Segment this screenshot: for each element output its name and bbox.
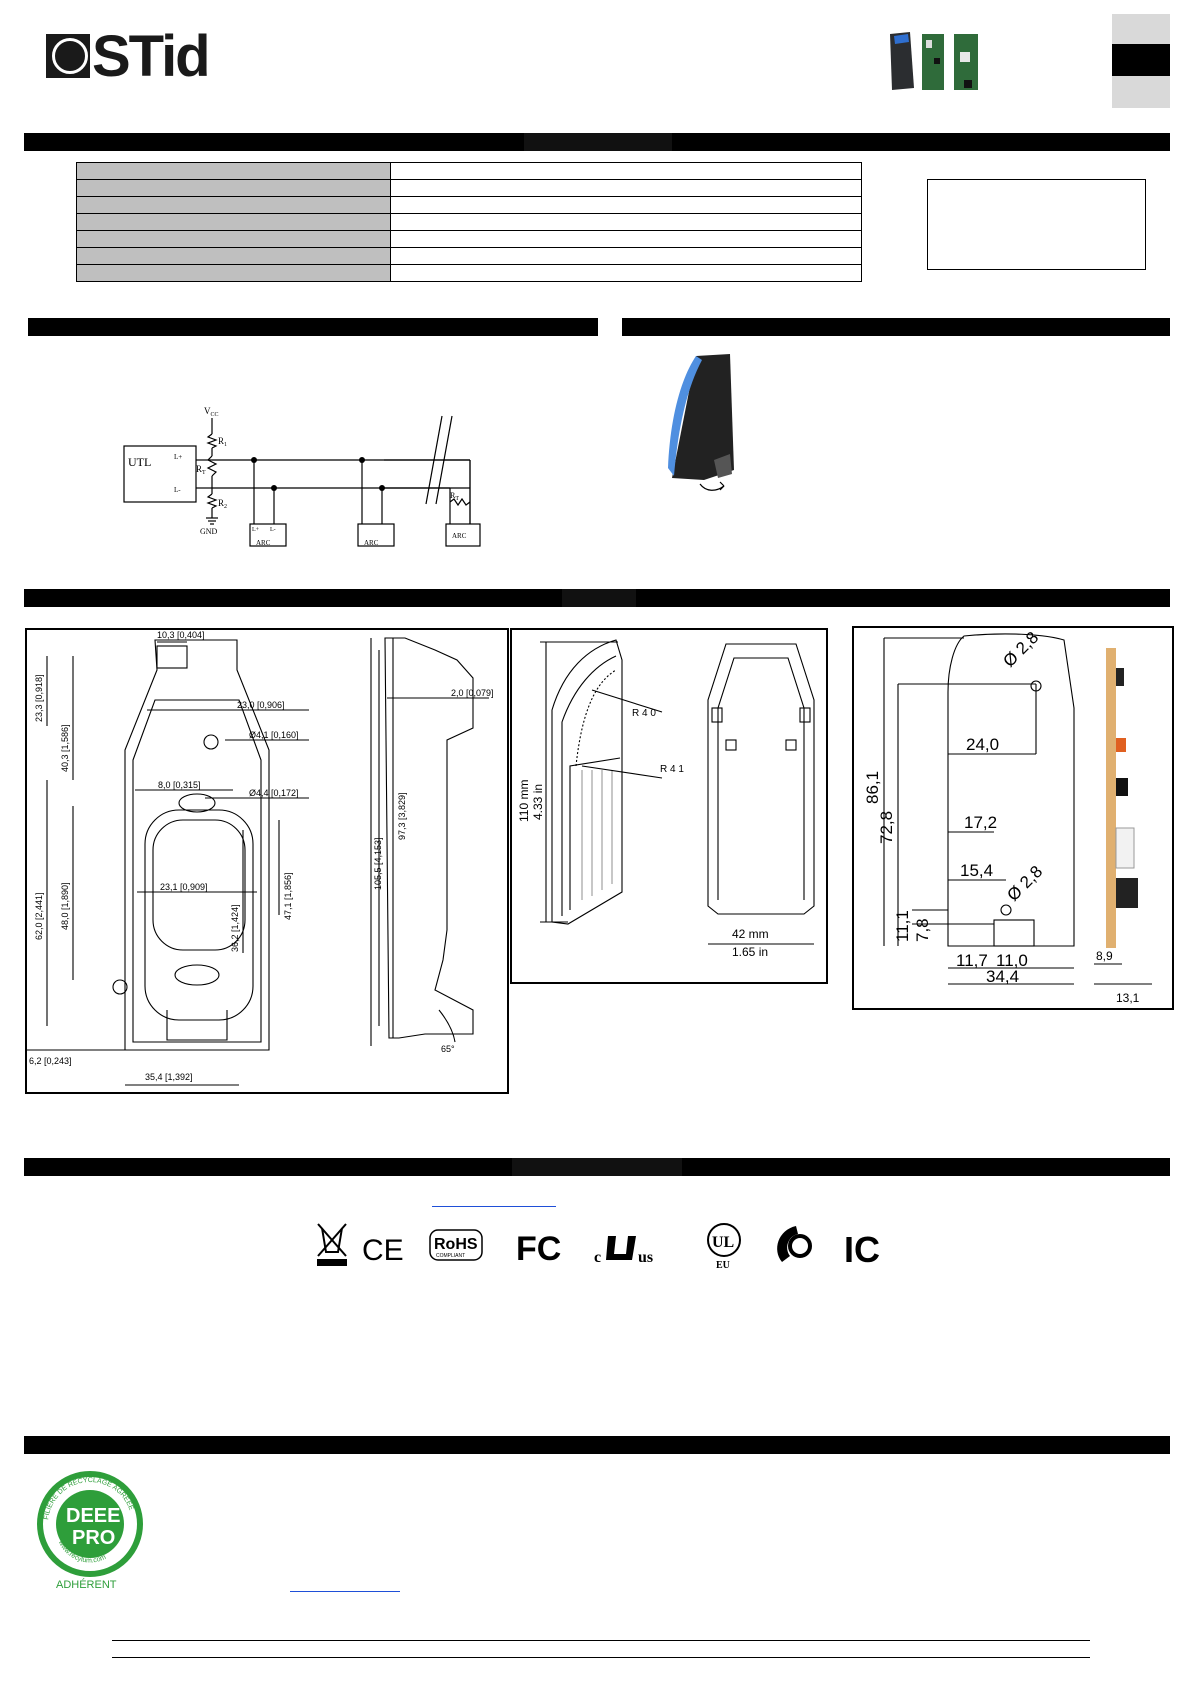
weee-icon <box>318 1224 346 1265</box>
certification-logos <box>316 1222 882 1272</box>
dim-8-9: 8,9 <box>1096 949 1113 963</box>
rt-end-label: $R_T$ <box>450 491 460 502</box>
section-bar-specifications <box>24 133 1170 151</box>
svg-text:RoHS: RoHS <box>434 1236 478 1253</box>
dim-11-0: 11,0 <box>996 951 1028 970</box>
fcc-mark: FC <box>516 1230 562 1268</box>
dim-34-4: 34,4 <box>986 967 1020 986</box>
mounting-plate-drawing <box>27 630 507 1092</box>
dim-47-1: 47,1 [1,856] <box>283 872 293 920</box>
rcm-icon <box>777 1226 810 1262</box>
dim-2-0: 2,0 [0,079] <box>451 688 494 698</box>
dim-86-1: 86,1 <box>863 770 882 804</box>
footer-rule-bottom <box>112 1657 1090 1658</box>
dim-35-4: 35,4 [1,392] <box>145 1072 193 1082</box>
dim-10-3: 10,3 [0,404] <box>157 630 205 640</box>
dimension-panel-2 <box>510 628 828 984</box>
utl-label: UTL <box>128 455 152 469</box>
dim-15-4: 15,4 <box>960 861 994 880</box>
dimension-panel-1 <box>25 628 509 1094</box>
recycling-link[interactable] <box>290 1591 400 1592</box>
section-bar-certifications <box>24 1158 1170 1176</box>
dim-23-1: 23,1 [0,909] <box>160 882 208 892</box>
logo-icon <box>46 34 90 78</box>
mounting-image <box>660 350 740 500</box>
dim-11-7: 11,7 <box>956 951 988 970</box>
note-box <box>927 179 1146 270</box>
dim-62-0: 62,0 [2,441] <box>34 892 44 940</box>
r1-label: $R_1$ <box>218 436 228 448</box>
footer-rule-top <box>112 1640 1090 1641</box>
dim-8-0: 8,0 [0,315] <box>158 780 201 790</box>
dim-36-2: 36,2 [1,424] <box>230 904 240 952</box>
dim-42mm: 42 mm <box>732 927 769 941</box>
section-bar-dimensions <box>24 589 1170 607</box>
arc2-label: ARC <box>364 539 379 547</box>
ul-recognized-mark <box>594 1236 653 1266</box>
table-row <box>77 197 862 214</box>
vcc-label: $V_{CC}$ <box>204 406 219 418</box>
svg-text:www.recylum.com: www.recylum.com <box>56 1539 108 1565</box>
spec-table <box>76 162 862 282</box>
svg-text:c: c <box>594 1249 602 1266</box>
dim-23-0: 23,0 [0,906] <box>237 700 285 710</box>
ce-mark: CE <box>362 1234 404 1267</box>
dim-48-0: 48,0 [1,890] <box>60 882 70 930</box>
dim-72-8: 72,8 <box>877 810 896 844</box>
dim-97-3: 97,3 [3,829] <box>397 792 407 840</box>
dim-4-33in: 4.33 in <box>531 783 545 820</box>
table-row <box>77 231 862 248</box>
side-tab-top <box>1112 14 1170 44</box>
dim-phi-2-8-top: Ø 2,8 <box>999 628 1043 671</box>
dim-17-2: 17,2 <box>964 813 998 832</box>
dim-1-65in: 1.65 in <box>732 945 769 959</box>
dim-24-0: 24,0 <box>966 735 1000 754</box>
arc1-lplus-label: L+ <box>252 527 260 533</box>
dim-11-1: 11,1 <box>893 910 912 942</box>
product-thumbnails <box>884 28 1000 96</box>
r2-label: $R_2$ <box>218 498 228 510</box>
svg-text:FILIÈRE DE RECYCLAGE AGRÉÉE: FILIÈRE DE RECYCLAGE AGRÉÉE <box>43 1476 135 1521</box>
pcb-back-image <box>954 34 978 90</box>
dim-110mm: 110 mm <box>517 779 531 822</box>
pcb-side-view <box>1106 648 1138 948</box>
side-tab-bottom <box>1112 76 1170 108</box>
section-bar-wiring <box>28 318 598 336</box>
dim-r41: R 4 1 <box>660 764 684 775</box>
table-row <box>77 248 862 265</box>
badge-pro: PRO <box>72 1527 116 1549</box>
badge-deee: DEEE <box>66 1505 121 1527</box>
dim-7-8: 7,8 <box>913 918 932 942</box>
dim-phi-2-8-bottom: Ø 2,8 <box>1003 861 1047 905</box>
table-row <box>77 214 862 231</box>
dimension-panel-3 <box>852 626 1174 1010</box>
recycling-badge <box>34 1470 146 1592</box>
svg-text:COMPLIANT: COMPLIANT <box>436 1253 466 1259</box>
side-tab-active <box>1112 44 1170 76</box>
dim-23-3: 23,3 [0,918] <box>34 674 44 722</box>
dim-6-2: 6,2 [0,243] <box>29 1056 72 1066</box>
reader-housing-drawing <box>512 630 826 982</box>
dim-65-deg: 65° <box>441 1044 455 1054</box>
reader-image <box>890 32 914 90</box>
badge-adherent: ADHÉRENT <box>56 1579 117 1591</box>
ic-mark: IC <box>844 1229 880 1270</box>
svg-text:UL: UL <box>712 1234 735 1251</box>
svg-text:EU: EU <box>716 1260 730 1271</box>
dim-105-5: 105,5 [4,153] <box>373 837 383 890</box>
dim-phi-4-1: Ø4,1 [0,160] <box>249 730 299 740</box>
arc1-lminus-label: L- <box>270 527 276 533</box>
wiring-end-node <box>384 452 494 562</box>
pcb-dimension-drawing <box>854 628 1172 1008</box>
table-row <box>77 180 862 197</box>
arc3-label: ARC <box>452 532 467 540</box>
ul-eu-mark <box>708 1224 740 1271</box>
rohs-mark <box>430 1230 482 1260</box>
table-row <box>77 265 862 282</box>
dim-phi-4-4: Ø4,4 [0,172] <box>249 788 299 798</box>
arc1-label: ARC <box>256 539 271 547</box>
dim-40-3: 40,3 [1,586] <box>60 724 70 772</box>
dim-r40: R 4 0 <box>632 708 656 719</box>
dim-13-1: 13,1 <box>1116 991 1140 1005</box>
svg-text:us: us <box>638 1249 654 1266</box>
table-row <box>77 163 862 180</box>
section-bar-recycling <box>24 1436 1170 1454</box>
pcb-front-image <box>922 34 944 90</box>
brand-logo: STid <box>92 24 209 89</box>
gnd-label: GND <box>200 527 218 536</box>
lminus-label: L- <box>174 486 181 494</box>
lplus-label: L+ <box>174 453 183 461</box>
rt-label: $R_T$ <box>196 464 206 476</box>
certifications-link[interactable] <box>432 1206 556 1207</box>
section-bar-mounting <box>622 318 1170 336</box>
